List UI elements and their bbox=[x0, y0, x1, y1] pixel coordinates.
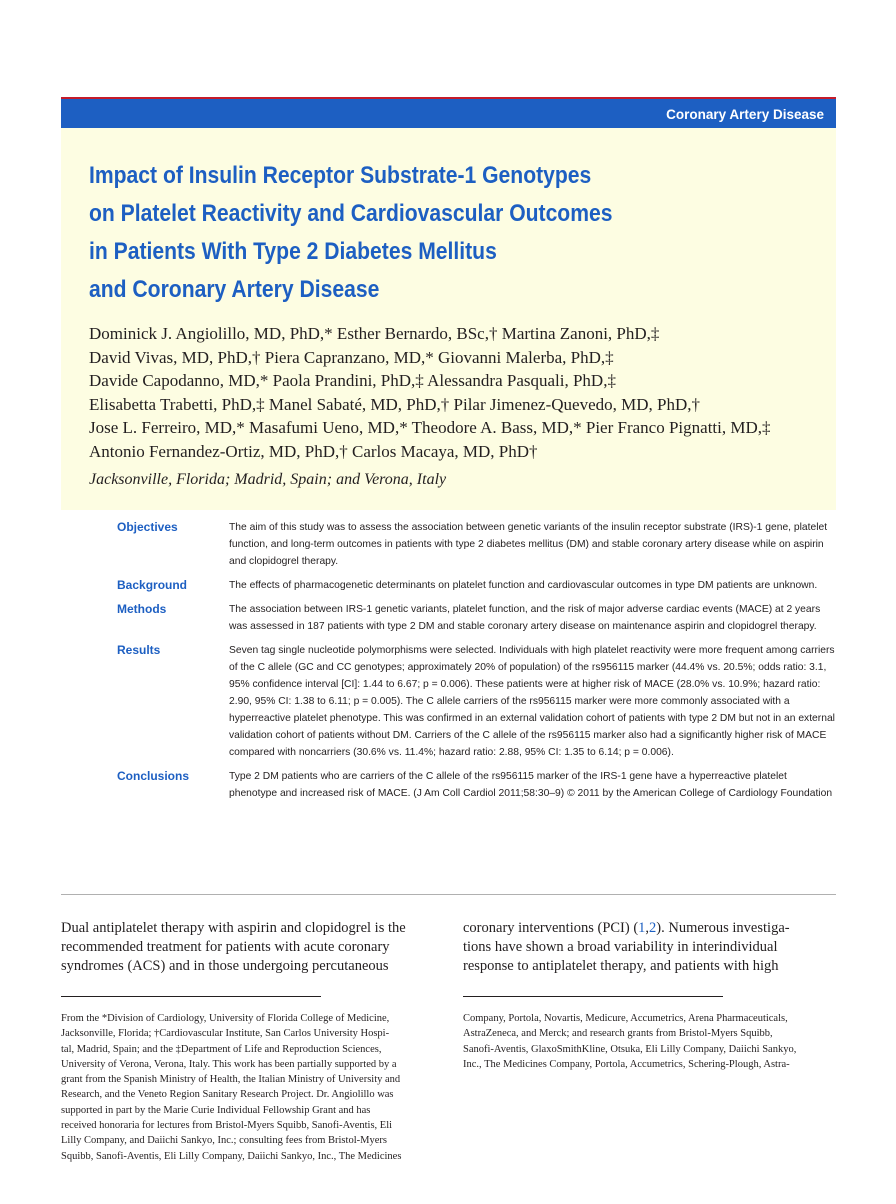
body-line: tions have shown a broad variability in interindividual bbox=[463, 939, 778, 956]
body-column-left bbox=[61, 919, 434, 977]
body-line: Dual antiplatelet therapy with aspirin and clopidogrel is the bbox=[61, 920, 406, 936]
section-label: Coronary Artery Disease bbox=[666, 107, 824, 122]
author-line: Dominick J. Angiolillo, MD, PhD,* Esther Bernardo, BSc,† Martina Zanoni, PhD,‡ bbox=[89, 324, 660, 343]
author-line: Antonio Fernandez-Ortiz, MD, PhD,† Carlos Macaya, MD, PhD† bbox=[89, 441, 538, 461]
abstract-label: Methods bbox=[117, 602, 167, 616]
footnote-left bbox=[61, 1011, 434, 1164]
abstract-text: The association between IRS-1 genetic variants, platelet function, and the risk of major adverse cardiac events (MACE) at 2 years was assessed in 187 patients with type 2 DM and stable coronary artery disease on maintenance aspirin and clopidogrel therapy. bbox=[229, 604, 821, 632]
body-line: recommended treatment for patients with acute coronary bbox=[61, 939, 390, 956]
abstract-text: Seven tag single nucleotide polymorphisms were selected. Individuals with high platelet reactivity were more frequent among carriers of the C allele (GC and CC genotypes; approximately 20% of population) of the rs956115 marker (44.4% vs. 20.5%; odds ratio: 3.1, 95% confidence interval [CI]: 1.44 to 6.67; p = 0.006). These patients were at higher risk of MACE (28.0% vs. 10.9%; hazard ratio: 2.90, 95% CI: 1.38 to 6.11; p = 0.005). The C allele carriers of the rs956115 marker were more commonly associated with a hyperreactive platelet phenotype. This was confirmed in an external validation cohort of patients with type 2 DM but not in an external validation cohort of patients without DM. Carriers of the C allele of the rs956115 marker also had a significantly higher risk of MACE compared with noncarriers (30.6% vs. 11.4%; hazard ratio: 2.88, 95% CI: 1.35 to 6.14; p = 0.006). bbox=[229, 645, 835, 758]
footnote-line: Sanofi-Aventis, GlaxoSmithKline, Otsuka, Eli Lilly Company, Daiichi Sankyo, bbox=[463, 1043, 797, 1055]
abstract bbox=[117, 519, 837, 809]
footnote-line: supported in part by the Marie Curie Individual Fellowship Grant and has bbox=[61, 1104, 371, 1116]
author-line: Jose L. Ferreiro, MD,* Masafumi Ueno, MD,* Theodore A. Bass, MD,* Pier Franco Pignatti, MD,‡ bbox=[89, 418, 771, 437]
body-line: syndromes (ACS) and in those undergoing percutaneous bbox=[61, 958, 389, 975]
abstract-label: Background bbox=[117, 578, 188, 592]
abstract-label: Objectives bbox=[117, 520, 178, 534]
section-banner bbox=[61, 97, 836, 128]
footnote-line: University of Verona, Verona, Italy. This work has been partially supported by a bbox=[61, 1058, 397, 1070]
abstract-text: Type 2 DM patients who are carriers of the C allele of the rs956115 marker of the IRS-1 gene have a hyperreactive platelet phenotype and increased risk of MACE. (J Am Coll Cardiol 2011;58:30–9) © 2011 by the American College of Cardiology Foundation bbox=[229, 771, 833, 799]
footnote-rule-right bbox=[463, 996, 723, 997]
footnote-right bbox=[463, 1011, 836, 1072]
author-line: David Vivas, MD, PhD,† Piera Capranzano, MD,* Giovanni Malerba, PhD,‡ bbox=[89, 347, 614, 367]
footnote-line: tal, Madrid, Spain; and the ‡Department of Life and Reproduction Sciences, bbox=[61, 1043, 382, 1055]
footnote-line: Company, Portola, Novartis, Medicure, Accumetrics, Arena Pharmaceuticals, bbox=[463, 1013, 788, 1024]
title-line: on Platelet Reactivity and Cardiovascular Outcomes bbox=[89, 200, 613, 227]
footnote-line: received honoraria for lectures from Bristol-Myers Squibb, Sanofi-Aventis, Eli bbox=[61, 1120, 393, 1132]
footnote-line: Research, and the Veneto Region Sanitary Research Project. Dr. Angiolillo was bbox=[61, 1089, 394, 1101]
author-line: Davide Capodanno, MD,* Paola Prandini, PhD,‡ Alessandra Pasquali, PhD,‡ bbox=[89, 371, 616, 390]
abstract-results bbox=[117, 642, 837, 761]
footnote-line: Jacksonville, Florida; †Cardiovascular Institute, San Carlos University Hospi- bbox=[61, 1028, 390, 1040]
affiliation: Jacksonville, Florida; Madrid, Spain; and Verona, Italy bbox=[89, 471, 447, 488]
author-list bbox=[89, 322, 829, 463]
footnote-line: AstraZeneca, and Merck; and research grants from Bristol-Myers Squibb, bbox=[463, 1028, 773, 1040]
abstract-text: The effects of pharmacogenetic determinants on platelet function and cardiovascular outcomes in type DM patients are unknown. bbox=[229, 580, 818, 591]
abstract-label: Conclusions bbox=[117, 769, 190, 783]
abstract-methods bbox=[117, 601, 837, 635]
footnote-line: From the *Division of Cardiology, University of Florida College of Medicine, bbox=[61, 1013, 390, 1024]
body-line: coronary interventions (PCI) (1,2). Numerous investiga- bbox=[463, 920, 790, 936]
footnote-line: Squibb, Sanofi-Aventis, Eli Lilly Company, Daiichi Sankyo, Inc., The Medicines bbox=[61, 1150, 402, 1162]
abstract-background bbox=[117, 577, 837, 594]
abstract-text: The aim of this study was to assess the association between genetic variants of the insulin receptor substrate (IRS)-1 gene, platelet function, and long-term outcomes in patients with type 2 diabetes mellitus (DM) and stable coronary artery disease while on aspirin and clopidogrel therapy. bbox=[229, 522, 828, 567]
reference-link[interactable]: 2 bbox=[649, 920, 657, 936]
footnote-rule-left bbox=[61, 996, 321, 997]
title-line: and Coronary Artery Disease bbox=[89, 276, 380, 303]
abstract-objectives bbox=[117, 519, 837, 570]
abstract-divider bbox=[61, 894, 836, 895]
abstract-conclusions bbox=[117, 768, 837, 802]
abstract-label: Results bbox=[117, 643, 161, 657]
title-line: Impact of Insulin Receptor Substrate-1 Genotypes bbox=[89, 162, 592, 189]
body-column-right bbox=[463, 919, 836, 977]
title-line: in Patients With Type 2 Diabetes Mellitus bbox=[89, 238, 497, 265]
reference-link[interactable]: 1 bbox=[638, 920, 646, 936]
footnote-line: Inc., The Medicines Company, Portola, Accumetrics, Schering-Plough, Astra- bbox=[463, 1058, 790, 1070]
footnote-line: grant from the Spanish Ministry of Health, the Italian Ministry of University and bbox=[61, 1074, 401, 1086]
footnote-line: Lilly Company, and Daiichi Sankyo, Inc.; consulting fees from Bristol-Myers bbox=[61, 1135, 387, 1147]
author-line: Elisabetta Trabetti, PhD,‡ Manel Sabaté, MD, PhD,† Pilar Jimenez-Quevedo, MD, PhD,† bbox=[89, 394, 700, 414]
body-line: response to antiplatelet therapy, and patients with high bbox=[463, 958, 779, 975]
article-title bbox=[89, 157, 705, 309]
